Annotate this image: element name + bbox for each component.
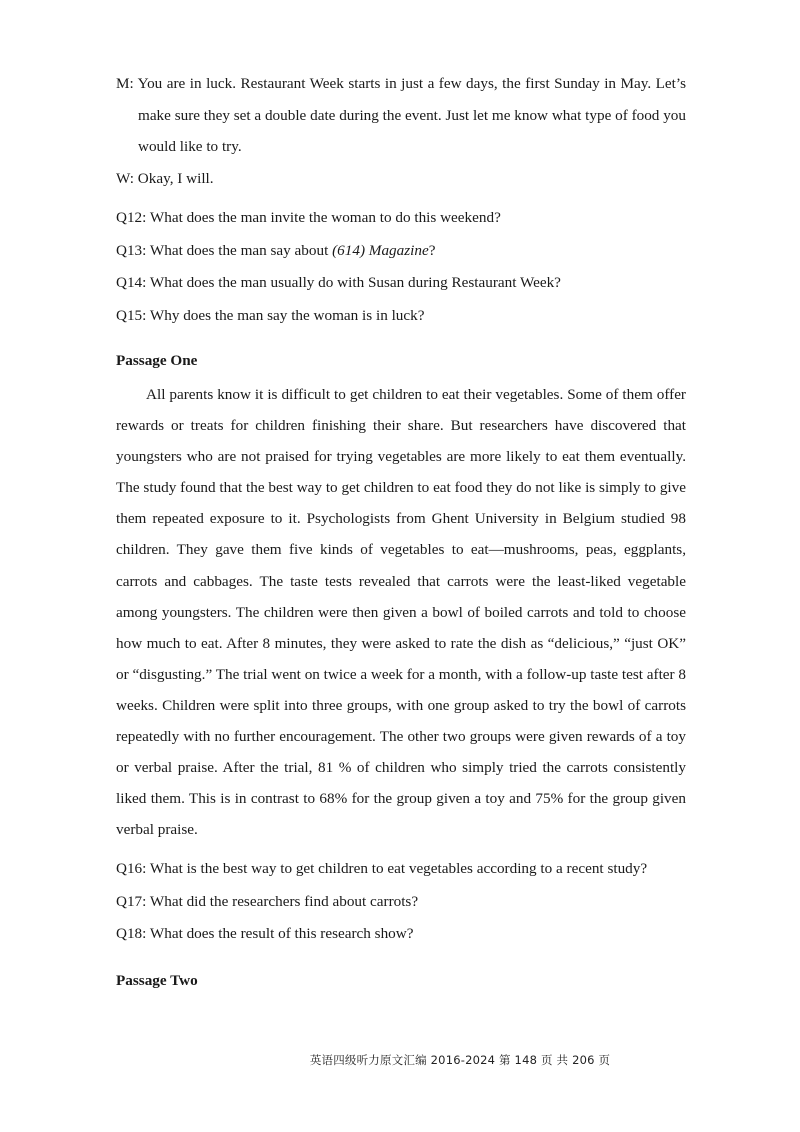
question-list [116,202,686,332]
question-item: Q17: What did the researchers find about carrots? [116,892,419,910]
dialogue-line [116,68,686,163]
speaker-label: M: [116,75,138,92]
question-item: Q18: What does the result of this research show? [116,925,414,943]
question-text: Q13: What does the man say about [116,241,333,259]
page-content [116,68,686,997]
question-item: Q16: What is the best way to get children to eat vegetables according to a recent study? [116,860,648,878]
question-mark: ? [428,241,436,259]
passage-one-body: All parents know it is difficult to get children to eat their vegetables. Some of them offer rewards or treats for children finishing their share. But researchers have discovered that youngsters who are not praised for trying vegetables are more likely to eat them eventually. The study found that the best way to get children to eat food they do not like is simply to give them repeated exposure to it. Psychologists from Ghent University in Belgium studied 98 children. They gave them five kinds of vegetables to eat—mushrooms, peas, eggplants, carrots and cabbages. The taste tests revealed that carrots were the least-liked vegetable among youngsters. The children were then given a bowl of boiled carrots and told to choose how much to eat. After 8 minutes, they were asked to rate the dish as “delicious,” “just OK” or “disgusting.” The trial went on twice a week for a month, with a follow-up taste test after 8 weeks. Children were split into three groups, with one group asked to try the bowl of carrots repeatedly with no further encouragement. The other two groups were given rewards of a toy or verbal praise. After the trial, 81 % of children who simply tried the carrots consistently liked them. This is in contrast to 68% for the group given a toy and 75% for the group given verbal praise. [116,386,686,839]
page-footer: 英语四级听力原文汇编 2016-2024 第 148 页 共 206 页 [309,1053,611,1067]
magazine-title: (614) Magazine [332,241,429,259]
dialogue-text: You are in luck. Restaurant Week starts in just a few days, the first Sunday in May. Let’s make sure they set a double date during the event. Just let me know what type of food you would like to try. [137,75,686,155]
question-item: Q14: What does the man usually do with Susan during Restaurant Week? [116,274,561,291]
question-item: Q15: Why does the man say the woman is in luck? [116,306,425,324]
question-list [116,853,686,951]
passage-one-heading: Passage One [116,352,198,369]
speaker-label: W: [116,169,138,187]
passage-two-heading: Passage Two [116,971,198,989]
question-item: Q12: What does the man invite the woman to do this weekend? [116,209,501,226]
dialogue-text: Okay, I will. [137,169,214,187]
dialogue-line [116,163,686,195]
question-item [116,235,686,268]
dialogue [116,68,686,194]
